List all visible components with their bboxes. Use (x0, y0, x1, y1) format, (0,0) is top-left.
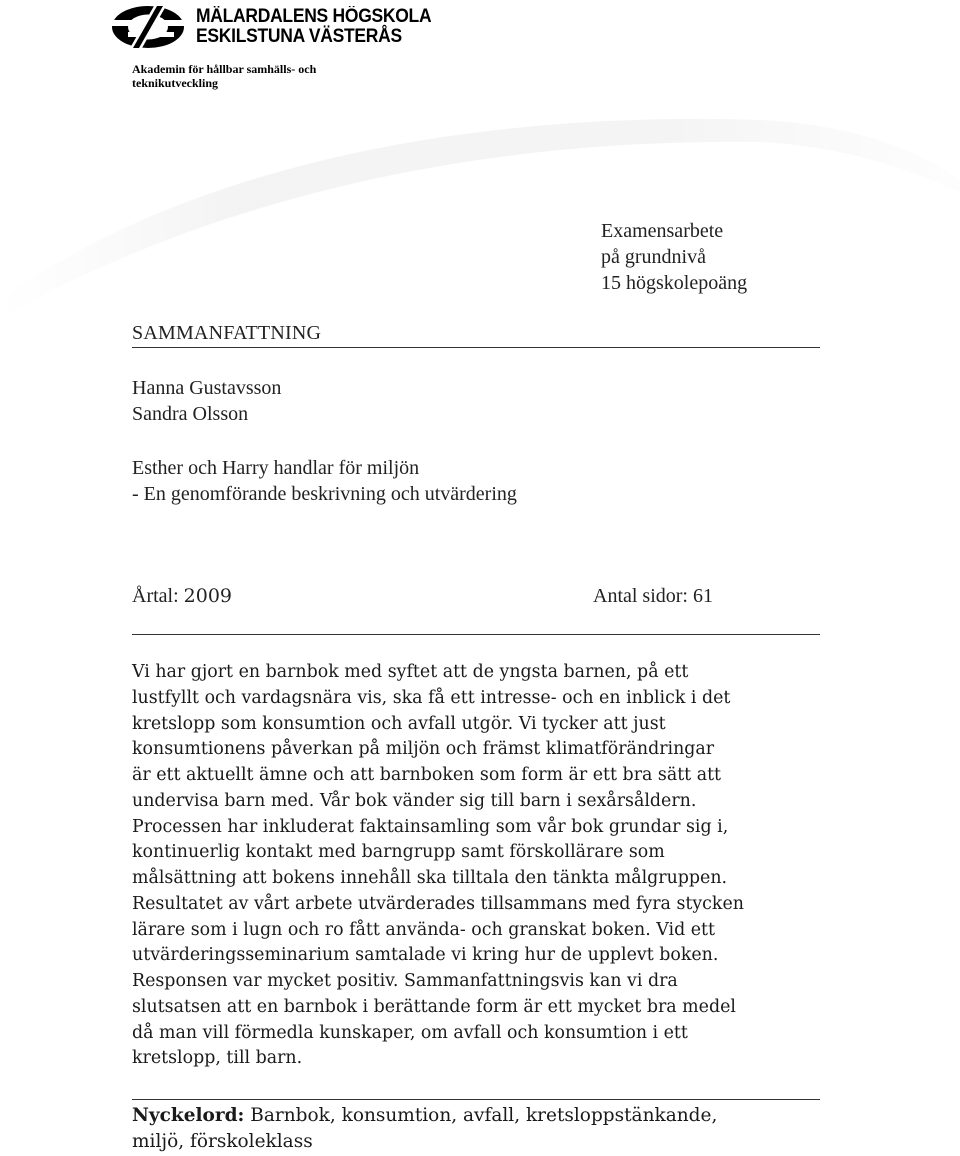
summary-heading: SAMMANFATTNING (132, 322, 322, 344)
university-name-line2: ESKILSTUNA VÄSTERÅS (196, 26, 402, 47)
divider-keywords (132, 1099, 820, 1100)
abstract-line: utvärderingsseminarium samtalade vi kring hur de upplevt boken. (132, 945, 719, 966)
abstract-text (132, 660, 822, 1072)
author-1: Hanna Gustavsson (132, 377, 282, 399)
keywords-label: Nyckelord: (132, 1105, 245, 1126)
pages-field (593, 585, 713, 608)
exam-level: på grundnivå (601, 246, 706, 268)
thesis-title (132, 455, 517, 507)
authors (132, 375, 281, 427)
abstract-line: kretslopp som konsumtion och avfall utgör. Vi tycker att just (132, 713, 666, 734)
divider-meta (132, 634, 820, 635)
abstract-line: Vi har gjort en barnbok med syftet att de yngsta barnen, på ett (132, 662, 689, 682)
author-2: Sandra Olsson (132, 403, 249, 425)
thesis-title-main: Esther och Harry handlar för miljön (132, 457, 420, 479)
keywords-list-2: miljö, förskoleklass (132, 1131, 313, 1152)
abstract-line: lustfyllt och vardagsnära vis, ska få ett intresse- och en inblick i det (132, 687, 731, 708)
university-name (196, 7, 431, 47)
exam-info (601, 218, 747, 296)
abstract-line: då man vill förmedla kunskaper, om avfall och konsumtion i ett (132, 1022, 688, 1043)
exam-credits: 15 högskolepoäng (601, 272, 748, 294)
keywords-line-1 (132, 1103, 822, 1129)
year-value: 2009 (183, 585, 233, 607)
year-field (132, 585, 232, 608)
abstract-line: konsumtionens påverkan på miljön och främst klimatförändringar (132, 739, 715, 760)
abstract-line: Resultatet av vårt arbete utvärderades tillsammans med fyra stycken (132, 893, 744, 914)
abstract-line: kontinuerlig kontakt med barngrupp samt förskollärare som (132, 842, 665, 863)
university-logo-icon (108, 4, 186, 50)
abstract-line: undervisa barn med. Vår bok vänder sig till barn i sexårsåldern. (132, 790, 697, 811)
abstract-line: Processen har inkluderat faktainsamling som vår bok grundar sig i, (132, 816, 729, 837)
abstract-line: slutsatsen att en barnbok i berättande form är ett mycket bra medel (132, 996, 736, 1017)
divider-summary (132, 347, 820, 348)
year-label: Årtal: (132, 585, 184, 607)
decorative-swoosh-icon (0, 80, 960, 340)
university-logo (108, 4, 452, 50)
abstract-line: kretslopp, till barn. (132, 1048, 303, 1069)
pages-value: 61 (693, 585, 713, 607)
pages-label: Antal sidor: (593, 585, 693, 607)
academy-name: Akademin för hållbar samhälls- och teknikutveckling (132, 62, 317, 90)
abstract-line: Responsen var mycket positiv. Sammanfattningsvis kan vi dra (132, 971, 678, 991)
abstract-line: är ett aktuellt ämne och att barnboken som form är ett bra sätt att (132, 765, 722, 785)
keywords (132, 1103, 822, 1155)
thesis-title-subtitle: - En genomförande beskrivning och utvärdering (132, 483, 517, 505)
keywords-list-1: Barnbok, konsumtion, avfall, kretsloppstänkande, (244, 1105, 718, 1126)
abstract-line: lärare som i lugn och ro fått använda- och granskat boken. Vid ett (132, 919, 716, 940)
exam-type: Examensarbete (601, 220, 724, 242)
university-name-line1: MÄLARDALENS HÖGSKOLA (196, 6, 432, 27)
abstract-line: målsättning att bokens innehåll ska tilltala den tänkta målgruppen. (132, 868, 728, 888)
